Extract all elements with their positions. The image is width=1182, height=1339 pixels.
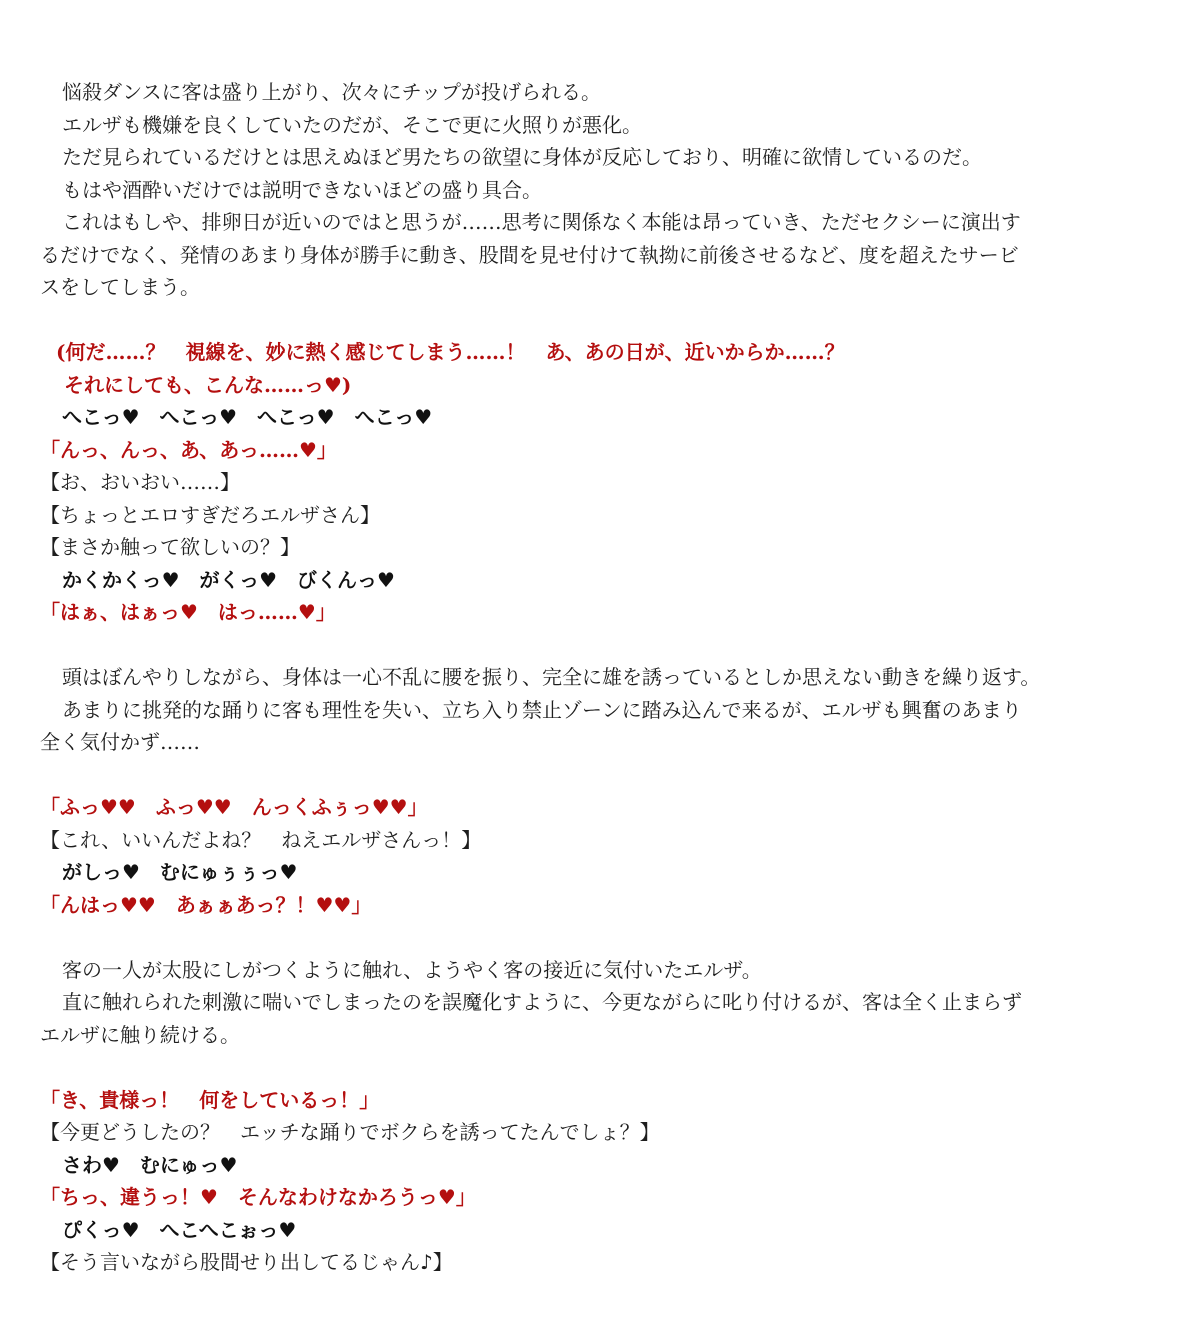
dialogue-line: 「き、貴様っ！ 何をしているっ！」 bbox=[40, 1087, 380, 1112]
inner-thought-line: それにしても、こんな……っ♥) bbox=[64, 372, 352, 397]
paragraph-break bbox=[40, 304, 1150, 337]
paragraph-break bbox=[40, 629, 1150, 662]
narration-line: ただ見られているだけとは思えぬほど男たちの欲望に身体が反応しており、明確に欲情しているのだ。 bbox=[62, 145, 982, 169]
dialogue-line: 「ちっ、違うっ！♥ そんなわけなかろうっ♥」 bbox=[40, 1185, 476, 1209]
dialogue-line: 「ふっ♥♥ ふっ♥♥ んっくふぅっ♥♥」 bbox=[40, 795, 428, 819]
dialogue-line: 「んっ、んっ、あ、あっ……♥」 bbox=[40, 437, 337, 462]
document-page bbox=[40, 76, 1150, 1279]
crowd-line: 【お、おいおい……】 bbox=[40, 470, 240, 494]
narration-line: エルザに触り続ける。 bbox=[40, 1022, 240, 1047]
sound-effect-line: へこっ♥ へこっ♥ へこっ♥ へこっ♥ bbox=[62, 405, 433, 429]
narration-line: エルザも機嫌を良くしていたのだが、そこで更に火照りが悪化。 bbox=[62, 112, 642, 137]
sound-effect-line: ぴくっ♥ へこへこぉっ♥ bbox=[62, 1217, 297, 1242]
paragraph-break bbox=[40, 1051, 1150, 1084]
dialogue-line: 「はぁ、はぁっ♥ はっ……♥」 bbox=[40, 600, 336, 624]
dialogue-line: 「んはっ♥♥ あぁぁあっ？！♥♥」 bbox=[40, 892, 372, 917]
narration-line: これはもしや、排卵日が近いのではと思うが……思考に関係なく本能は昂っていき、ただセクシーに演出す bbox=[62, 210, 1021, 234]
crowd-line: 【まさか触って欲しいの？】 bbox=[40, 535, 300, 559]
sound-effect-line: さわ♥ むにゅっ♥ bbox=[62, 1152, 238, 1177]
crowd-line: 【そう言いながら股間せり出してるじゃん♪】 bbox=[40, 1250, 453, 1274]
narration-line: スをしてしまう。 bbox=[40, 275, 200, 299]
narration-line: るだけでなく、発情のあまり身体が勝手に動き、股間を見せ付けて執拗に前後させるなど、度を超えたサービ bbox=[40, 242, 1019, 267]
narration-line: もはや酒酔いだけでは説明できないほどの盛り具合。 bbox=[62, 177, 542, 202]
sound-effect-line: がしっ♥ むにゅぅぅっ♥ bbox=[62, 860, 298, 884]
narration-line: 直に触れられた刺激に喘いでしまったのを誤魔化すように、今更ながらに叱り付けるが、客は全く止まらず bbox=[62, 990, 1022, 1014]
narration-line: 頭はぼんやりしながら、身体は一心不乱に腰を振り、完全に雄を誘っているとしか思えない動きを繰り返す。 bbox=[62, 665, 1041, 689]
narration-line: 悩殺ダンスに客は盛り上がり、次々にチップが投げられる。 bbox=[62, 80, 601, 104]
paragraph-break bbox=[40, 759, 1150, 792]
narration-line: 客の一人が太股にしがつくように触れ、ようやく客の接近に気付いたエルザ。 bbox=[62, 957, 762, 982]
sound-effect-line: かくかくっ♥ がくっ♥ びくんっ♥ bbox=[62, 567, 395, 592]
inner-thought-line: (何だ……？ 視線を、妙に熱く感じてしまう……！ あ、あの日が、近いからか……？ bbox=[56, 340, 845, 364]
narration-line: あまりに挑発的な踊りに客も理性を失い、立ち入り禁止ゾーンに踏み込んで来るが、エルザも興奮のあまり bbox=[62, 697, 1022, 722]
narration-line: 全く気付かず…… bbox=[40, 730, 200, 754]
crowd-line: 【ちょっとエロすぎだろエルザさん】 bbox=[40, 502, 380, 527]
crowd-line: 【今更どうしたの？ エッチな踊りでボクらを誘ってたんでしょ？】 bbox=[40, 1120, 660, 1144]
paragraph-break bbox=[40, 921, 1150, 954]
crowd-line: 【これ、いいんだよね？ ねえエルザさんっ！】 bbox=[40, 827, 482, 852]
